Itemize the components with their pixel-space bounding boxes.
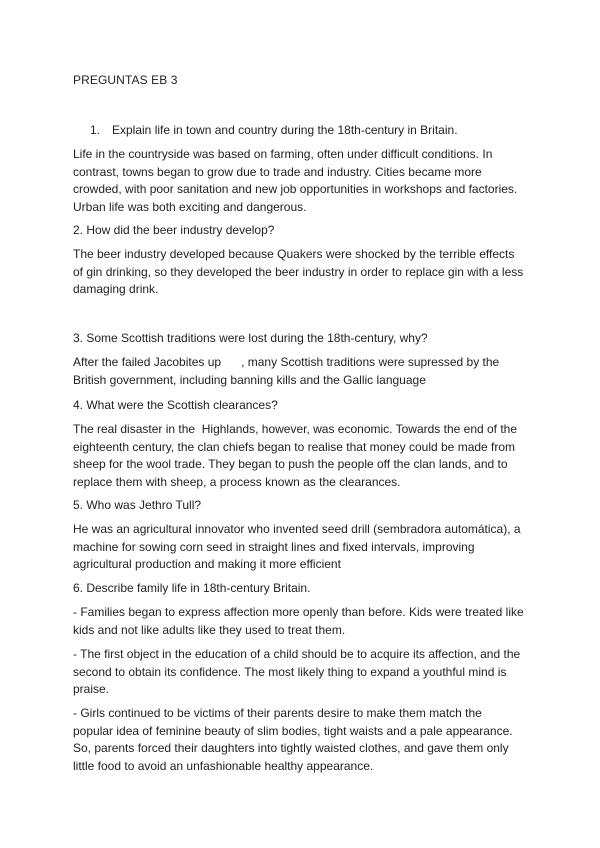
answer-4 [73, 421, 533, 491]
question-6 [73, 580, 533, 598]
document-title: PREGUNTAS EB 3 [73, 73, 178, 87]
answer-6-point-3 [73, 705, 533, 775]
answer-1 [73, 146, 533, 216]
answer-3-line: British government, including banning kills and the Gallic language [73, 372, 426, 387]
answer-6-line: - Families began to express affection more openly than before. Kids were treated like [73, 605, 524, 619]
answer-5-line: agricultural production and making it more efficient [73, 557, 341, 571]
answer-3-line: After the failed Jacobites up , many Scottish traditions were supressed by the [73, 355, 500, 369]
answer-6-line: second to obtain its confidence. The most likely thing to expand a youthful mind is [73, 664, 507, 679]
answer-4-line: sheep for the wool trade. They began to push the people off the clan lands, and to [73, 457, 508, 471]
answer-6-line: - The first object in the education of a child should be to acquire its affection, and the [73, 647, 521, 661]
answer-6-point-1 [73, 604, 533, 639]
answer-6-line: little food to avoid an unfashionable healthy appearance. [73, 758, 374, 773]
question-1-text: Explain life in town and country during the 18th-century in Britain. [112, 123, 458, 137]
question-1-number: 1. [90, 123, 101, 137]
answer-2-line: damaging drink. [73, 282, 159, 296]
answer-5-line: machine for sowing corn seed in straight lines and fixed intervals, improving [73, 539, 475, 554]
answer-1-line: contrast, towns began to grow due to trade and industry. Cities became more [73, 164, 482, 179]
answer-6-line: - Girls continued to be victims of their parents desire to make them match the [73, 706, 482, 720]
question-2 [73, 222, 533, 240]
answer-5-line: He was an agricultural innovator who invented seed drill (sembradora automática), a [73, 522, 521, 536]
answer-4-line: replace them with sheep, a process known as the clearances. [73, 474, 401, 489]
question-4 [73, 397, 533, 415]
answer-1-line: Life in the countryside was based on farming, often under difficult conditions. In [73, 147, 493, 161]
question-4-text: 4. What were the Scottish clearances? [73, 398, 278, 412]
question-5 [73, 497, 533, 515]
answer-2 [73, 246, 533, 299]
answer-3 [73, 354, 533, 389]
answer-4-line: eighteenth century, the clan chiefs began to realise that money could be made from [73, 439, 516, 454]
answer-1-line: crowded, with poor sanitation and new job opportunities in workshops and factories. [73, 182, 518, 196]
question-6-text: 6. Describe family life in 18th-century Britain. [73, 581, 311, 595]
answer-6-point-2 [73, 646, 533, 699]
answer-2-line: The beer industry developed because Quakers were shocked by the terrible effects [73, 247, 515, 261]
answer-4-line: The real disaster in the Highlands, however, was economic. Towards the end of the [73, 422, 518, 436]
question-2-text: 2. How did the beer industry develop? [73, 223, 275, 237]
question-5-text: 5. Who was Jethro Tull? [73, 498, 202, 512]
answer-1-line: Urban life was both exciting and dangerous. [73, 199, 307, 214]
answer-6-line: praise. [73, 682, 110, 696]
question-1 [90, 123, 458, 137]
answer-6-line: popular idea of feminine beauty of slim bodies, tight waists and a pale appearance. [73, 723, 513, 738]
answer-2-line: of gin drinking, so they developed the beer industry in order to replace gin with a less [73, 264, 524, 279]
answer-6-line: So, parents forced their daughters into tightly waisted clothes, and gave them only [73, 741, 509, 755]
question-3-text: 3. Some Scottish traditions were lost during the 18th-century, why? [73, 331, 428, 345]
question-3 [73, 330, 533, 348]
answer-6-line: kids and not like adults like they used to treat them. [73, 622, 346, 637]
answer-5 [73, 521, 533, 574]
